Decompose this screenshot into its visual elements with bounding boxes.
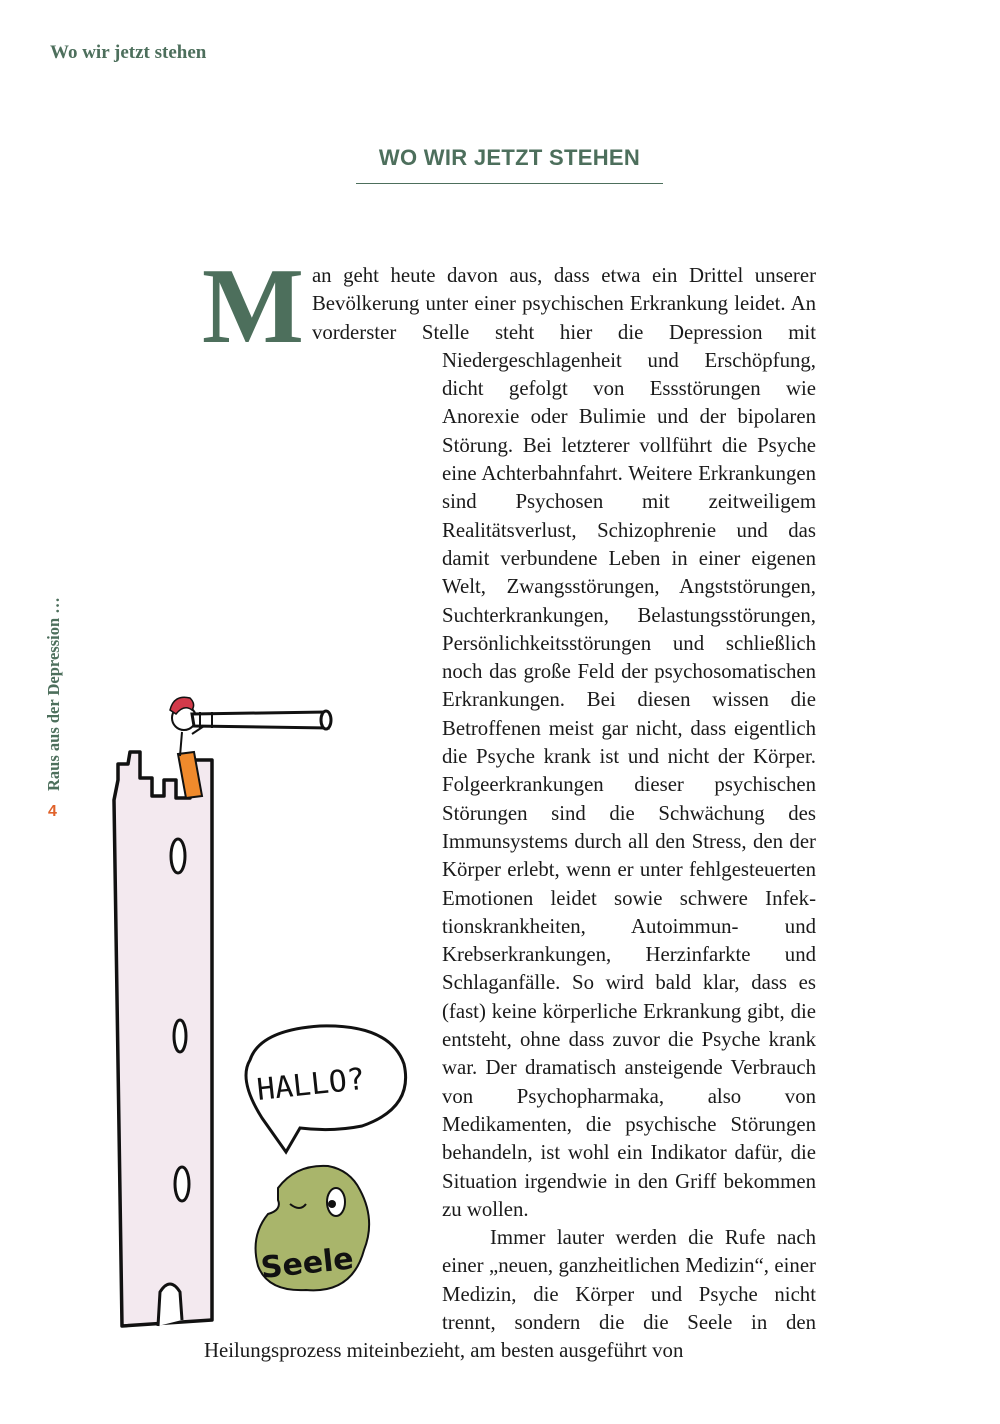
telescope (192, 711, 331, 729)
tower-window (171, 839, 185, 873)
page-number: 4 (48, 803, 57, 820)
drop-cap: M (202, 247, 304, 366)
tower-illustration (100, 680, 430, 1340)
chapter-title: WO WIR JETZT STEHEN (356, 145, 663, 184)
side-label-text: Raus aus der Depression … (44, 597, 63, 791)
speech-bubble (246, 1026, 406, 1152)
soul-label: Seele (259, 1241, 356, 1286)
tower-door (158, 1284, 182, 1326)
tower-window (175, 1167, 189, 1201)
paragraph-1-text: an geht heute davon aus, dass etwa ein Drittel unserer Bevölkerung unter einer psychischen Erkrankung leidet. An vorderster Stelle steht hier die Depression mit Niedergeschlagenheit und Erschöpfung, dicht gefolgt von Essstörungen wie Anorexie oder Bulimie und der bipolaren Störung. Bei letzterer vollführt die Psyche eine Achterbahnfahrt. Weitere Erkrankungen sind Psychosen mit zeitweiligem Realitätsverlust, Schizophrenie und das damit verbundene Leben in einer eigenen Welt, Zwangsstörungen, Angststörungen, Suchterkrankungen, Belastungsstörungen, Persönlichkeitsstörungen und schließlich noch das große Feld der psychosomatischen Erkrankungen. Bei diesen wissen die Betroffenen meist gar nicht, dass eigentlich die Psyche krank ist und nicht der Körper. Folgeerkrankungen dieser psychischen Störungen sind die Schwächung des Immunsystems durch all den Stress, den der Körper erlebt, wenn er unter fehlgesteuerten Emotionen leidet sowie schwere Infektionskrankheiten, Autoimmun- und Krebserkrankungen, Herzinfarkte und Schlaganfälle. So wird bald klar, dass es (fast) keine körperliche Erkrankung gibt, die entsteht, ohne dass zuvor die Psyche krank war. Der dramatisch ansteigende Verbrauch von Psychopharmaka, also von Medikamenten, die psychische Störungen behandeln, ist wohl ein Indikator dafür, die Situation irgendwie in den Griff bekommen zu wollen. (311, 264, 816, 1221)
tower-window (174, 1020, 186, 1052)
side-label (44, 546, 68, 791)
soul-blob (256, 1166, 370, 1290)
running-head: Wo wir jetzt stehen (50, 42, 207, 63)
speech-bubble-text: HALLO? (255, 1061, 367, 1108)
tower (114, 752, 212, 1326)
paragraph-2: Immer lauter werden die Rufe nach einer „neuen, ganzheitlichen Medizin“, einer Medizin, die Körper und Psyche nicht trennt, sondern die die Seele in den Heilungsprozess miteinbezieht, am besten ausgeführt von (204, 1226, 816, 1363)
